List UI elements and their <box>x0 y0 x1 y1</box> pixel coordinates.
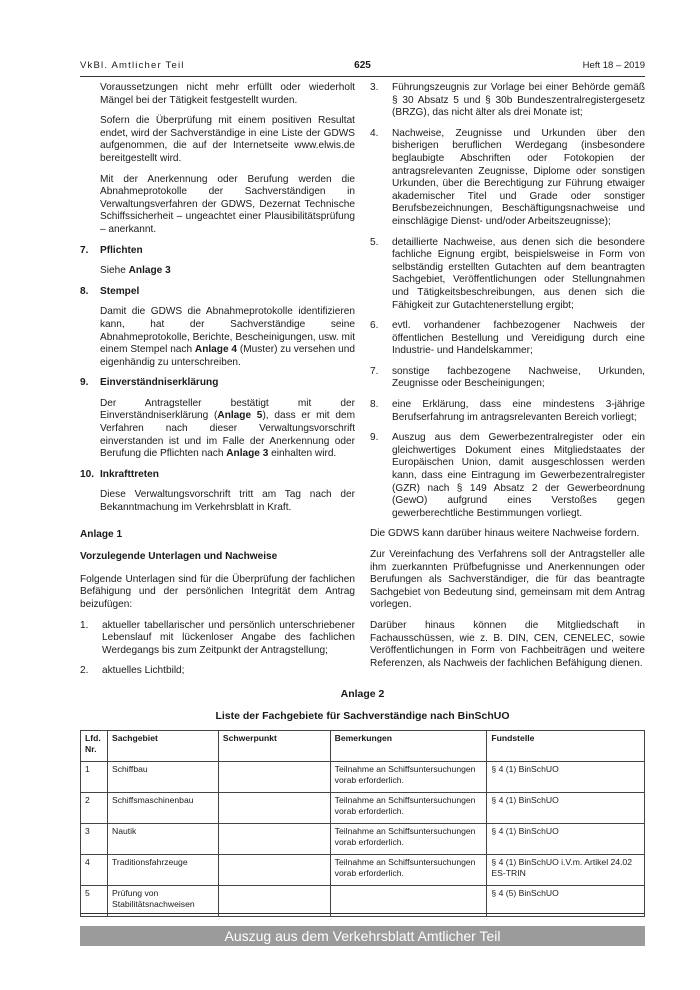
item-text: eine Erklärung, dass eine mindestens 3-jährige Berufserfahrung im antragsrelevanten Bereich vorliegt; <box>392 399 645 423</box>
fachgebiete-table-wrapper <box>80 730 645 917</box>
anlage1-title: Anlage 1 <box>80 528 123 540</box>
header-rule <box>80 76 645 77</box>
section-number: 8. <box>80 285 89 297</box>
list-item <box>370 432 645 520</box>
paragraph: Diese Verwaltungsvorschrift tritt am Tag nach der Bekanntmachung im Verkehrsblatt in Kraft. <box>100 489 355 514</box>
text: Siehe <box>100 265 129 277</box>
anlage-ref: Anlage 5 <box>217 410 263 422</box>
issue-label: Heft 18 – 2019 <box>582 60 645 71</box>
text: (Muster) zu versehen und eigenhändig zu unterschreiben. <box>100 344 355 368</box>
intro-paragraph: Folgende Unterlagen sind für die Überprüfung der fachlichen Befähigung und der persönlichen Integrität dem Antrag beizufügen: <box>80 573 355 610</box>
text: ), dass er mit dem Verfahren nach dieser Verwaltungsvorschrift einverstanden ist und im Falle der Anerkennung oder Berufung die Pflichten nach <box>100 410 355 460</box>
item-number: 7. <box>370 365 379 377</box>
table-header-row <box>81 731 645 762</box>
item-text: detaillierte Nachweise, aus denen sich die besondere fachliche Eignung ergibt, beispielsweise in Form von selbständig erstellten Gutachten auf dem beantragten Sachgebiet, Veröffentlichungen oder Stellungnahmen und Tätigkeitsbeschreibungen, aus denen sich die Fähigkeit zur Gutachtenerstellung ergibt; <box>392 236 645 311</box>
paragraph: Voraussetzungen nicht mehr erfüllt oder wiederholt Mängel bei der Tätigkeit festgestellt wurden. <box>100 82 355 106</box>
section-heading <box>80 469 355 482</box>
page-number: 625 <box>354 60 371 71</box>
anlage-ref: Anlage 3 <box>128 265 171 277</box>
table-row <box>81 793 645 824</box>
col-header: Sachgebiet <box>107 731 218 762</box>
section-heading <box>80 245 355 258</box>
col-header: Schwerpunkt <box>218 731 330 762</box>
list-item <box>370 320 645 358</box>
cell-nr: 1 <box>81 762 108 793</box>
section-heading <box>80 377 355 390</box>
cell-sachgebiet: Prüfung von Stabilitätsnachweisen <box>107 886 218 917</box>
section-title: Stempel <box>100 285 140 297</box>
cell-schwerpunkt <box>218 824 330 855</box>
cell-fundstelle: § 4 (1) BinSchUO <box>487 824 645 855</box>
cell-bemerkungen: Teilnahme an Schiffsuntersuchungen vorab erforderlich. <box>330 824 487 855</box>
section-heading <box>80 286 355 299</box>
item-number: 5. <box>370 236 379 248</box>
left-column <box>80 82 355 686</box>
anlage-ref: Anlage 4 <box>194 344 238 356</box>
right-column <box>370 82 645 678</box>
list-item <box>370 366 645 391</box>
cell-sachgebiet: Schiffsmaschinenbau <box>107 793 218 824</box>
cell-bemerkungen <box>330 886 487 917</box>
paragraph: Sofern die Überprüfung mit einem positiven Resultat endet, wird der Sachverständige in eine Liste der GDWS aufgenommen, die auf der Internetseite www.elwis.de bereitgestellt wird. <box>100 115 355 164</box>
page-header <box>80 60 645 74</box>
text: Damit die GDWS die Abnahmeprotokolle identifizieren kann, hat der Sachverständige seine Abnahmeprotokolle, Berichte, Bescheinigungen, usw. mit einem Stempel nach <box>100 306 355 356</box>
item-number: 9. <box>370 432 379 444</box>
item-number: 8. <box>370 399 379 411</box>
cell-nr: 4 <box>81 855 108 886</box>
cell-sachgebiet: Schiffbau <box>107 762 218 793</box>
cell-schwerpunkt <box>218 793 330 824</box>
anlage2-subtitle: Liste der Fachgebiete für Sachverständige nach BinSchUO <box>215 710 510 722</box>
page-footer: Auszug aus dem Verkehrsblatt Amtlicher Teil <box>80 926 645 946</box>
cell-fundstelle: § 4 (5) BinSchUO <box>487 886 645 917</box>
item-text: evtl. vorhandener fachbezogener Nachweis der öffentlichen Bestellung und Vereidigung durch eine Industrie- und Handelskammer; <box>392 320 645 357</box>
anlage1-subtitle: Vorzulegende Unterlagen und Nachweise <box>80 551 278 563</box>
item-text: Auszug aus dem Gewerbezentralregister oder ein gleichwertiges Dokument eines Mitgliedstaates der Europäischen Union, damit ausgeschlossen werden kann, dass eine Eintragung im Gewerbezentralregister (GZR) nach § 149 Absatz 2 der Gewerbeordnung (GewO) aufgrund eines Verstoßes gegen gewerberechtliche Bestimmungen vorliegt. <box>392 432 645 519</box>
item-number: 4. <box>370 127 379 139</box>
list-item <box>370 82 645 120</box>
cell-fundstelle: § 4 (1) BinSchUO <box>487 762 645 793</box>
item-number: 6. <box>370 320 379 332</box>
col-header: Fundstelle <box>487 731 645 762</box>
table-row <box>81 886 645 917</box>
list-item <box>80 620 355 658</box>
cell-schwerpunkt <box>218 855 330 886</box>
item-text: Führungszeugnis zur Vorlage bei einer Behörde gemäß § 30 Absatz 5 und § 30b Bundeszentralregistergesetz (BRZG), das nicht älter als drei Monate ist; <box>392 82 645 119</box>
cell-nr: 5 <box>81 886 108 917</box>
table-row <box>81 762 645 793</box>
paragraph <box>100 306 355 369</box>
list-item <box>370 399 645 424</box>
journal-title: VkBl. Amtlicher Teil <box>80 60 185 71</box>
cell-sachgebiet: Nautik <box>107 824 218 855</box>
list-item <box>370 237 645 313</box>
item-number: 3. <box>370 82 379 93</box>
table-row <box>81 855 645 886</box>
fachgebiete-table <box>80 730 645 917</box>
item-number: 1. <box>80 619 89 631</box>
col-header: Bemerkungen <box>330 731 487 762</box>
anlage2-title: Anlage 2 <box>340 688 385 700</box>
cell-schwerpunkt <box>218 886 330 917</box>
section-title: Pflichten <box>100 244 143 256</box>
section-number: 7. <box>80 244 89 256</box>
footer-rule <box>80 913 645 914</box>
list-item <box>370 128 645 229</box>
cell-fundstelle: § 4 (1) BinSchUO i.V.m. Artikel 24.02 ES-TRIN <box>487 855 645 886</box>
table-row <box>81 824 645 855</box>
item-text: aktuelles Lichtbild; <box>102 665 185 677</box>
paragraph: Darüber hinaus können die Mitgliedschaft in Fachausschüssen, wie z. B. DIN, CEN, CENELEC, sowie Veröffentlichungen in Form von Fachbeiträgen und weitere Referenzen, als Nachweis der fachlichen Befähigung dienen. <box>370 619 645 669</box>
cell-sachgebiet: Traditionsfahrzeuge <box>107 855 218 886</box>
section-title: Einverständniserklärung <box>100 377 219 389</box>
paragraph <box>100 265 355 278</box>
text: einhalten wird. <box>268 448 337 460</box>
item-number: 2. <box>80 665 89 677</box>
item-text: Nachweise, Zeugnisse und Urkunden über den bisherigen beruflichen Werdegang (insbesondere beglaubigte Abschriften oder Fotokopien der antragsrelevanten Zeugnisse, Diplome oder sonstigen Urkunden, über die Berechtigung zur Führung etwaiger akademischer Titel und Grade oder sonstiger Berufsbezeichnungen, Beschäftigungsnachweise und einschlägige Dienst- und/oder Arbeitszeugnisse); <box>392 127 645 227</box>
text: Der Antragsteller bestätigt mit der Einverständniserklärung ( <box>100 397 355 422</box>
paragraph: Mit der Anerkennung oder Berufung werden die Abnahmeprotokolle der Sachverständigen in Verwaltungsverfahren der GDWS, Dezernat Technische Schiffssicherheit – ungeachtet einer Plausibilitätsprüfung – anerkannt. <box>100 173 355 235</box>
cell-bemerkungen: Teilnahme an Schiffsuntersuchungen vorab erforderlich. <box>330 762 487 793</box>
col-header: Lfd. Nr. <box>81 731 108 762</box>
section-number: 9. <box>80 377 89 389</box>
paragraph: Zur Vereinfachung des Verfahrens soll der Antragsteller alle ihm zuerkannten Prüfbefugnisse und Anerkennungen oder Berufungen als Sachverständiger, die für das beantragte Sachgebiet von Bedeutung sind, gemeinsam mit dem Antrag vorlegen. <box>370 549 645 611</box>
item-text: sonstige fachbezogene Nachweise, Urkunden, Zeugnisse oder Bescheinigungen; <box>392 365 645 390</box>
section-number: 10. <box>80 468 95 480</box>
cell-bemerkungen: Teilnahme an Schiffsuntersuchungen vorab erforderlich. <box>330 855 487 886</box>
paragraph <box>100 398 355 461</box>
cell-nr: 3 <box>81 824 108 855</box>
paragraph: Die GDWS kann darüber hinaus weitere Nachweise fordern. <box>370 528 640 540</box>
cell-nr: 2 <box>81 793 108 824</box>
cell-schwerpunkt <box>218 762 330 793</box>
anlage-ref: Anlage 3 <box>226 448 269 460</box>
item-text: aktueller tabellarischer und persönlich unterschriebener Lebenslauf mit lückenloser Angabe des fachlichen Werdegangs bis zum Zeitpunkt der Antragstellung; <box>102 619 355 656</box>
list-item <box>80 665 355 678</box>
cell-bemerkungen: Teilnahme an Schiffsuntersuchungen vorab erforderlich. <box>330 793 487 824</box>
cell-fundstelle: § 4 (1) BinSchUO <box>487 793 645 824</box>
section-title: Inkrafttreten <box>100 468 159 480</box>
